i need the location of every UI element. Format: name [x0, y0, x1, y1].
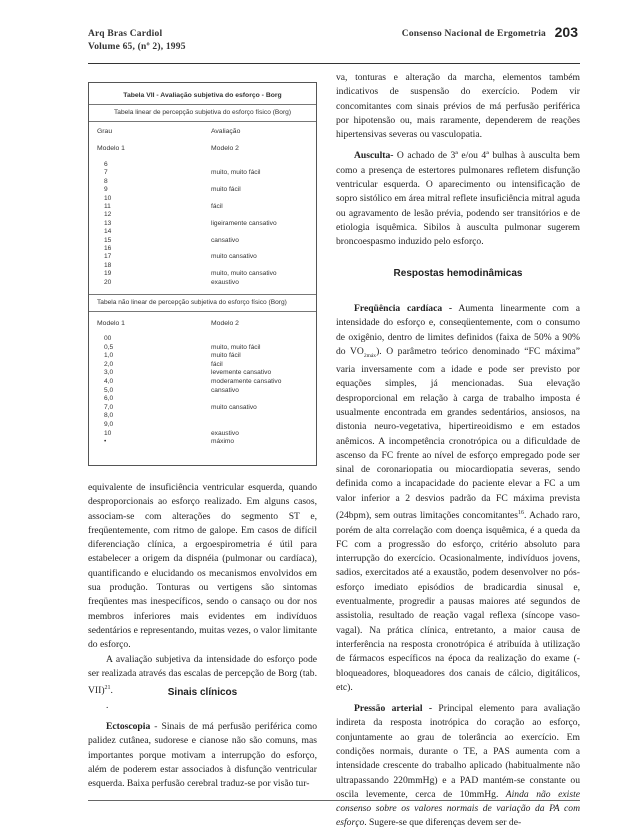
journal-volume: Volume 65, (nº 2), 1995 — [88, 42, 186, 52]
grau-value: 5,0 — [104, 386, 114, 394]
model-1-label: Modelo 1 — [97, 320, 125, 327]
avaliacao-value: exaustivo — [211, 278, 239, 286]
avaliacao-value: muito cansativo — [211, 253, 257, 261]
table-divider — [89, 104, 316, 105]
grau-value: 00 — [104, 335, 112, 342]
paragraph-lead: Freqüência cardíaca - — [354, 303, 453, 314]
grau-value: 13 — [104, 219, 112, 227]
column-header-avaliacao: Avaliação — [211, 128, 241, 135]
right-column-text — [336, 71, 580, 250]
grau-value: 18 — [104, 261, 112, 269]
journal-name: Arq Bras Cardiol — [88, 29, 163, 39]
page-number: 203 — [554, 24, 578, 40]
table-row — [89, 378, 316, 387]
grau-value: 3,0 — [104, 369, 114, 377]
model-2-label: Modelo 2 — [211, 320, 239, 327]
paragraph: equivalente de insuficiência ventricular esquerda, quando desproporcionais ao esforço realizado. Em alguns casos, associam-se com alterações do segmento ST e, freqüentemente, com ritmo de galope. Em casos de difícil diferenciação clínica, a ergoespirometria é útil para estabelecer a origem da dispnéia (pulmonar ou cardíaca), quantificando e elucidando os mecanismos envolvidos em sua produção. Tonturas ou vertigens são sintomas freqüentes mas inespecíficos, sendo o cansaço ou dor nos membros inferiores mais evidentes em indivíduos sedentários e representando, muitas vezes, o valor limitante do esforço. — [88, 482, 317, 651]
grau-value: 16 — [104, 245, 112, 252]
table-divider — [89, 121, 316, 122]
avaliacao-value: levemente cansativo — [211, 369, 272, 377]
avaliacao-value: muito, muito fácil — [211, 343, 261, 351]
stray-dot: . — [106, 699, 109, 711]
grau-value: 7,0 — [104, 403, 114, 411]
avaliacao-value: muito, muito fácil — [211, 169, 261, 177]
table-row — [89, 387, 316, 396]
grau-value: 0,5 — [104, 343, 114, 351]
paragraph-lead: Pressão arterial - — [354, 703, 433, 715]
nonlinear-table-caption: Tabela não linear de percepção subjetiva do esforço físico (Borg) — [97, 299, 287, 306]
grau-value: 9 — [104, 186, 108, 194]
paragraph: Pressão arterial - Principal elemento para avaliação indireta da resposta inotrópica do coração ao esforço, conjuntamente ao grau de tolerância ao exercício. Em condições normais, durante o TE, a PAS aumenta com a intensidade crescente do trabalho aplicado (habitualmente não ultrapassando 220mmHg) e a PAD mantém-se constante ou oscila levemente, cerca de 10mmHg. Ainda não existe consenso sobre os valores normais de variação da PA com esforço. Sugere-se que diferenças devem ser de- — [336, 703, 581, 829]
left-column-text — [88, 481, 317, 713]
table-row — [89, 344, 316, 353]
grau-value: 11 — [104, 203, 111, 210]
avaliacao-value: ligeiramente cansativo — [211, 219, 277, 227]
table-row — [89, 361, 316, 370]
grau-value: 14 — [104, 228, 112, 236]
table-row — [89, 395, 316, 404]
grau-value: 15 — [104, 236, 112, 244]
right-column-text-2 — [336, 302, 580, 831]
table-divider — [89, 294, 316, 295]
paragraph-lead: Ectoscopia — [106, 721, 151, 732]
grau-value: 17 — [104, 253, 112, 261]
grau-value: 2,0 — [104, 360, 114, 368]
table-row — [89, 279, 316, 288]
table-divider — [89, 311, 316, 312]
table-row — [89, 421, 316, 430]
reference: 21 — [104, 685, 111, 692]
header-rule — [88, 63, 580, 64]
linear-table-caption: Tabela linear de percepção subjetiva do esforço físico (Borg) — [113, 109, 292, 116]
table-row — [89, 352, 316, 361]
table-row — [89, 412, 316, 421]
avaliacao-value: moderamente cansativo — [211, 378, 282, 385]
avaliacao-value: exaustivo — [211, 429, 239, 437]
avaliacao-value: fácil — [211, 360, 223, 368]
grau-value: • — [104, 438, 107, 446]
avaliacao-value: máximo — [211, 438, 235, 446]
grau-value: 1,0 — [104, 352, 114, 360]
section-header: Consenso Nacional de Ergometria — [401, 29, 546, 39]
footer-rule — [88, 800, 580, 801]
paragraph: va, tonturas e alteração da marcha, elementos também indicativos de suspensão do exercício. Podem vir concomitantes com sinais prévios de má perfusão periférica por hipotensão ou, mais raramente, dependerem de reações hipertensivas severas ou vasculopatia. — [336, 72, 580, 141]
paragraph: Ausculta- O achado de 3ª e/ou 4ª bulhas à ausculta bem como a presença de estertores pulmonares refletem disfunção ventricular esquerda. O aparecimento ou intensificação de sopro sistólico em área mitral reflete insuficiência mitral aguda ou agravamento de lesão prévia, podendo ser transitórios e de etiologia isquêmica. Sibilos à ausculta pulmonar sugerem broncoespasmo induzido pelo esforço. — [336, 150, 580, 248]
grau-value: 6,0 — [104, 395, 114, 403]
paragraph-lead: Ausculta- — [354, 150, 394, 162]
table-row — [89, 404, 316, 413]
grau-value: 7 — [104, 169, 108, 177]
avaliacao-value: muito, muito cansativo — [211, 270, 277, 278]
grau-value: 20 — [104, 278, 112, 286]
avaliacao-value: cansativo — [211, 386, 239, 394]
table-title: Tabela VII - Avaliação subjetiva do esforço - Borg — [123, 92, 282, 99]
table-row — [89, 335, 316, 344]
avaliacao-value: cansativo — [211, 236, 239, 244]
model-2-label: Modelo 2 — [211, 145, 239, 152]
grau-value: 12 — [104, 211, 112, 219]
table-row — [89, 369, 316, 378]
avaliacao-value: muito fácil — [211, 186, 241, 194]
column-header-grau: Grau — [97, 128, 113, 135]
grau-value: 8,0 — [104, 412, 114, 420]
table-row — [89, 430, 316, 439]
paragraph: A avaliação subjetiva da intensidade do esforço pode ser realizada através das escalas de percepção de Borg (tab. VII)$^{21}$. — [88, 653, 317, 697]
grau-value: 9,0 — [104, 421, 114, 428]
borg-table — [88, 82, 317, 466]
paragraph: Freqüência cardíaca - Aumenta linearmente com a intensidade do esforço e, conseqüentemente, com o consumo de oxigênio, dentro de limites definidos (faixa de 50% a 90% do $VO_{2máx}$). O parâmetro teórico denominado “FC máxima” varia inversamente com a idade e pode ser previsto por equações simples, já mencionadas. Sua elevação desproporcional em relação à carga de trabalho imposta é usualmente encontrada em grandes sedentários, ansiosos, na distonia neuro-vegetativa, hipertireoidismo e em estados anêmicos. A incompetência cronotrópica ou a dificuldade de ascenso da FC frente ao nível de esforço empregado pode ser sinal de coronariopatia ou miocardiopatia severas, sendo definida como a incapacidade do paciente elevar a FC a um valor inferior a 2 desvios padrão da FC máxima prevista (24bpm), sem outras limitações concomitantes$^{16}$. Achado raro, porém de alta correlação com doença isquêmica, é a queda da FC com a progressão do esforço, critério absoluto para interrupção do exercício. Ocasionalmente, indivíduos jovens, sadios, exercitados até a exaustão, podem desenvolver no pós-esforço imediato episódios de bradicardia sinusal e, eventualmente, progredir a pausas maiores até segundos de assistolia, resultado de reação vagal reflexa (síncope vaso-vagal). Na prática clínica, entretanto, a maior causa de interferência na resposta cronotrópica é atribuída à utilização de fármacos específicos na época da realização do exame (-bloqueadores, bloqueadores dos canais de cálcio, digitálicos, etc). — [336, 303, 580, 693]
grau-value: 10 — [104, 429, 112, 437]
avaliacao-value: fácil — [211, 203, 223, 210]
journal-header — [88, 28, 186, 54]
grau-value: 19 — [104, 270, 112, 278]
grau-value: 6 — [104, 161, 108, 168]
table-row — [89, 438, 316, 447]
reference: 16 — [518, 510, 525, 517]
left-column-text-2 — [88, 720, 317, 791]
section-title-sinais: Sinais clínicos — [167, 687, 238, 698]
model-1-label: Modelo 1 — [97, 145, 125, 152]
paragraph: Ectoscopia - Sinais de má perfusão periférica como palidez cutânea, sudorese e cianose não são comuns, mas importantes porque motivam a interrupção do esforço, além de poderem estar associados à disfunção ventricular esquerda. Baixa perfusão cerebral traduz-se por visão tur- — [88, 721, 317, 790]
avaliacao-value: muito cansativo — [211, 403, 257, 411]
subscript: 2máx — [363, 352, 377, 359]
avaliacao-value: muito fácil — [211, 352, 241, 360]
grau-value: 10 — [104, 194, 112, 202]
grau-value: 8 — [104, 177, 108, 185]
grau-value: 4,0 — [104, 378, 114, 385]
section-title-respostas: Respostas hemodinâmicas — [393, 268, 523, 279]
